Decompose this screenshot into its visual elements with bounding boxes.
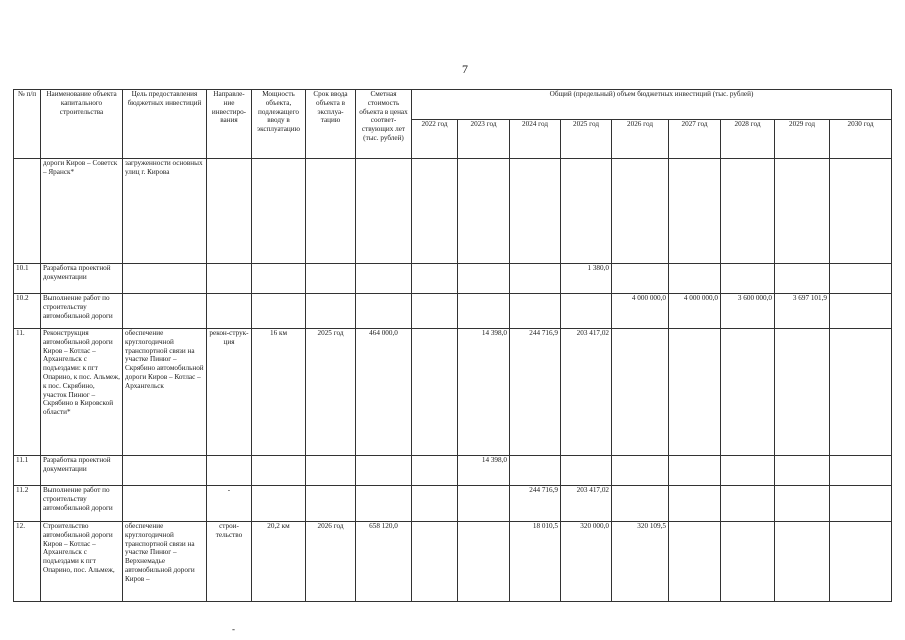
- cell-name: Разработка проектной документации: [41, 264, 123, 294]
- cell-2030: [830, 486, 892, 522]
- cell-2025: [561, 159, 612, 264]
- cell-2023: 14 398,0: [458, 329, 510, 456]
- cell-capacity: 20,2 км: [252, 522, 306, 602]
- cell-2022: [412, 456, 458, 486]
- cell-2030: [830, 294, 892, 329]
- header-num: № п/п: [14, 90, 41, 159]
- cell-term: [306, 264, 356, 294]
- cell-capacity: [252, 264, 306, 294]
- cell-2028: [721, 329, 775, 456]
- cell-2027: [669, 159, 721, 264]
- cell-term: [306, 159, 356, 264]
- cell-num: [14, 159, 41, 264]
- table-row: [14, 294, 892, 329]
- cell-capacity: [252, 456, 306, 486]
- cell-direction: [207, 159, 252, 264]
- cell-direction: [207, 264, 252, 294]
- cell-2027: 4 000 000,0: [669, 294, 721, 329]
- cell-capacity: [252, 486, 306, 522]
- cell-2025: 203 417,02: [561, 486, 612, 522]
- cell-2027: [669, 486, 721, 522]
- cell-term: [306, 456, 356, 486]
- header-name: Наименование объекта капитального строительства: [41, 90, 123, 159]
- cell-2028: [721, 486, 775, 522]
- cell-name: дороги Киров – Советск – Яранск*: [41, 159, 123, 264]
- cell-estimate: [356, 486, 412, 522]
- cell-estimate: [356, 264, 412, 294]
- cell-2025: 1 380,0: [561, 264, 612, 294]
- cell-capacity: [252, 159, 306, 264]
- table-row: [14, 456, 892, 486]
- cell-2030: [830, 264, 892, 294]
- footer-mark: -: [232, 624, 235, 634]
- header-year: 2029 год: [775, 120, 830, 159]
- cell-2024: [510, 159, 561, 264]
- cell-term: [306, 486, 356, 522]
- cell-2026: 4 000 000,0: [612, 294, 669, 329]
- cell-2026: [612, 486, 669, 522]
- cell-2022: [412, 522, 458, 602]
- cell-estimate: [356, 159, 412, 264]
- cell-2029: [775, 329, 830, 456]
- header-term: Срок ввода объекта в эксплуа-тацию: [306, 90, 356, 159]
- investment-table: [13, 89, 892, 602]
- header-year: 2024 год: [510, 120, 561, 159]
- cell-estimate: 658 120,0: [356, 522, 412, 602]
- cell-2029: [775, 522, 830, 602]
- cell-num: 11.2: [14, 486, 41, 522]
- cell-2022: [412, 264, 458, 294]
- cell-capacity: [252, 294, 306, 329]
- cell-2025: 203 417,02: [561, 329, 612, 456]
- cell-2026: 320 109,5: [612, 522, 669, 602]
- cell-2030: [830, 159, 892, 264]
- cell-2027: [669, 456, 721, 486]
- cell-2028: 3 600 000,0: [721, 294, 775, 329]
- cell-purpose: [123, 294, 207, 329]
- cell-name: Выполнение работ по строительству автомобильной дороги: [41, 294, 123, 329]
- cell-purpose: [123, 264, 207, 294]
- cell-2023: 14 398,0: [458, 456, 510, 486]
- cell-2030: [830, 329, 892, 456]
- cell-2028: [721, 456, 775, 486]
- cell-2028: [721, 264, 775, 294]
- cell-2029: [775, 159, 830, 264]
- cell-num: 11.1: [14, 456, 41, 486]
- cell-purpose: обеспечение круглогодичной транспортной связи на участке Пинюг – Скрябино автомобильной дороги Киров – Котлас – Архангельск: [123, 329, 207, 456]
- page-number: 7: [462, 62, 468, 76]
- cell-2030: [830, 456, 892, 486]
- cell-capacity: 16 км: [252, 329, 306, 456]
- cell-estimate: 464 000,0: [356, 329, 412, 456]
- cell-2025: 320 000,0: [561, 522, 612, 602]
- cell-estimate: [356, 456, 412, 486]
- header-year: 2026 год: [612, 120, 669, 159]
- header-purpose: Цель предоставления бюджетных инвестиций: [123, 90, 207, 159]
- cell-2026: [612, 329, 669, 456]
- cell-direction: [207, 294, 252, 329]
- cell-2022: [412, 294, 458, 329]
- cell-name: Реконструкция автомобильной дороги Киров – Котлас – Архангельск с подъездами: к пгт Опарино, к пос. Альмеж, к пос. Скрябино, участок Пинюг – Скрябино в Кировской области*: [41, 329, 123, 456]
- cell-2027: [669, 522, 721, 602]
- header-capacity: Мощность объекта, подлежащего вводу в эксплуатацию: [252, 90, 306, 159]
- cell-2029: [775, 456, 830, 486]
- cell-2030: [830, 522, 892, 602]
- table-row: [14, 264, 892, 294]
- cell-2022: [412, 486, 458, 522]
- cell-purpose: [123, 486, 207, 522]
- cell-purpose: [123, 456, 207, 486]
- header-year: 2027 год: [669, 120, 721, 159]
- cell-2025: [561, 456, 612, 486]
- cell-2022: [412, 159, 458, 264]
- header-year: 2028 год: [721, 120, 775, 159]
- table-row: [14, 159, 892, 264]
- cell-2024: [510, 264, 561, 294]
- cell-2023: [458, 159, 510, 264]
- header-year: 2022 год: [412, 120, 458, 159]
- cell-2027: [669, 264, 721, 294]
- header-direction: Направле-ние инвестиро-вания: [207, 90, 252, 159]
- cell-purpose: загруженности основных улиц г. Кирова: [123, 159, 207, 264]
- cell-estimate: [356, 294, 412, 329]
- cell-2026: [612, 456, 669, 486]
- cell-name: Разработка проектной документации: [41, 456, 123, 486]
- table-row: [14, 329, 892, 456]
- header-estimate: Сметная стоимость объекта в ценах соответ-ствующих лет (тыс. рублей): [356, 90, 412, 159]
- cell-2028: [721, 159, 775, 264]
- cell-2024: [510, 294, 561, 329]
- cell-2027: [669, 329, 721, 456]
- header-year: 2025 год: [561, 120, 612, 159]
- cell-2026: [612, 264, 669, 294]
- cell-name: Строительство автомобильной дороги Киров – Котлас – Архангельск с подъездами к пгт Опарино, пос. Альмеж,: [41, 522, 123, 602]
- cell-2023: [458, 522, 510, 602]
- table-row: [14, 522, 892, 602]
- cell-name: Выполнение работ по строительству автомобильной дороги: [41, 486, 123, 522]
- cell-2028: [721, 522, 775, 602]
- cell-2029: [775, 264, 830, 294]
- table-row: [14, 486, 892, 522]
- cell-2023: [458, 294, 510, 329]
- header-year: 2030 год: [830, 120, 892, 159]
- cell-term: 2026 год: [306, 522, 356, 602]
- cell-2024: 244 716,9: [510, 486, 561, 522]
- cell-2026: [612, 159, 669, 264]
- cell-2022: [412, 329, 458, 456]
- cell-2029: [775, 486, 830, 522]
- cell-2029: 3 697 101,9: [775, 294, 830, 329]
- cell-2023: [458, 264, 510, 294]
- cell-purpose: обеспечение круглогодичной транспортной связи на участке Пинюг – Верхнемадье автомобильной дороги Киров –: [123, 522, 207, 602]
- cell-num: 11.: [14, 329, 41, 456]
- cell-2024: 18 010,5: [510, 522, 561, 602]
- cell-direction: рекон-струк-ция: [207, 329, 252, 456]
- cell-2025: [561, 294, 612, 329]
- cell-direction: -: [207, 486, 252, 522]
- cell-direction: [207, 456, 252, 486]
- cell-direction: строи-тельство: [207, 522, 252, 602]
- cell-term: [306, 294, 356, 329]
- cell-2024: [510, 456, 561, 486]
- cell-term: 2025 год: [306, 329, 356, 456]
- cell-2023: [458, 486, 510, 522]
- cell-num: 10.1: [14, 264, 41, 294]
- header-year: 2023 год: [458, 120, 510, 159]
- cell-num: 10.2: [14, 294, 41, 329]
- header-total-title: Общий (предельный) объем бюджетных инвестиций (тыс. рублей): [412, 90, 892, 120]
- cell-num: 12.: [14, 522, 41, 602]
- cell-2024: 244 716,9: [510, 329, 561, 456]
